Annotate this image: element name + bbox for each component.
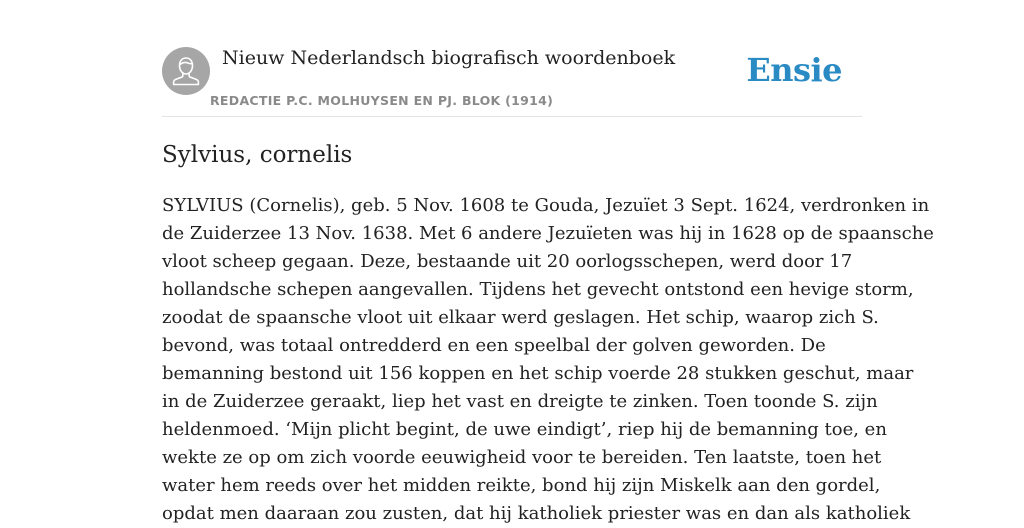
entry-body-line: vloot scheep gegaan. Deze, bestaande uit 20 oorlogsschepen, werd door 17 [162, 251, 853, 272]
source-header [162, 0, 862, 117]
source-title[interactable]: Nieuw Nederlandsch biografisch woordenboek [222, 47, 676, 69]
entry-body-line: bevond, was totaal ontredderd en een speelbal der golven geworden. De [162, 335, 826, 356]
entry-title: Sylvius, cornelis [162, 142, 353, 168]
entry-body-line: bemanning bestond uit 156 koppen en het schip voerde 28 stukken geschut, maar [162, 363, 914, 384]
entry-body-line: wekte ze op om zich voorde eeuwigheid voor te bereiden. Ten laatste, toen het [162, 447, 882, 468]
entry-body-line: water hem reeds over het midden reikte, bond hij zijn Miskelk aan den gordel, [162, 475, 881, 496]
entry-body-line: in de Zuiderzee geraakt, liep het vast en dreigte te zinken. Toen toonde S. zijn [162, 391, 878, 412]
entry-body-line: SYLVIUS (Cornelis), geb. 5 Nov. 1608 te Gouda, Jezuïet 3 Sept. 1624, verdronken in [162, 195, 930, 216]
entry-body-line: opdat men daaraan zou zusten, dat hij katholiek priester was en dan als katholiek [162, 503, 911, 524]
source-subtitle: REDACTIE P.C. MOLHUYSEN EN PJ. BLOK (1914) [210, 93, 554, 108]
entry-body-line: zoodat de spaansche vloot uit elkaar werd geslagen. Het schip, waarop zich S. [162, 307, 879, 328]
entry-body-line: hollandsche schepen aangevallen. Tijdens het gevecht ontstond een hevige storm, [162, 279, 914, 300]
entry-body-line: de Zuiderzee 13 Nov. 1638. Met 6 andere Jezuïeten was hij in 1628 op de spaansche [162, 223, 934, 244]
entry-body [162, 192, 934, 528]
entry-body-line: heldenmoed. ‘Mijn plicht begint, de uwe eindigt’, riep hij de bemanning toe, en [162, 419, 887, 440]
ensie-logo[interactable]: Ensie [746, 51, 842, 89]
user-silhouette-icon [162, 47, 210, 95]
